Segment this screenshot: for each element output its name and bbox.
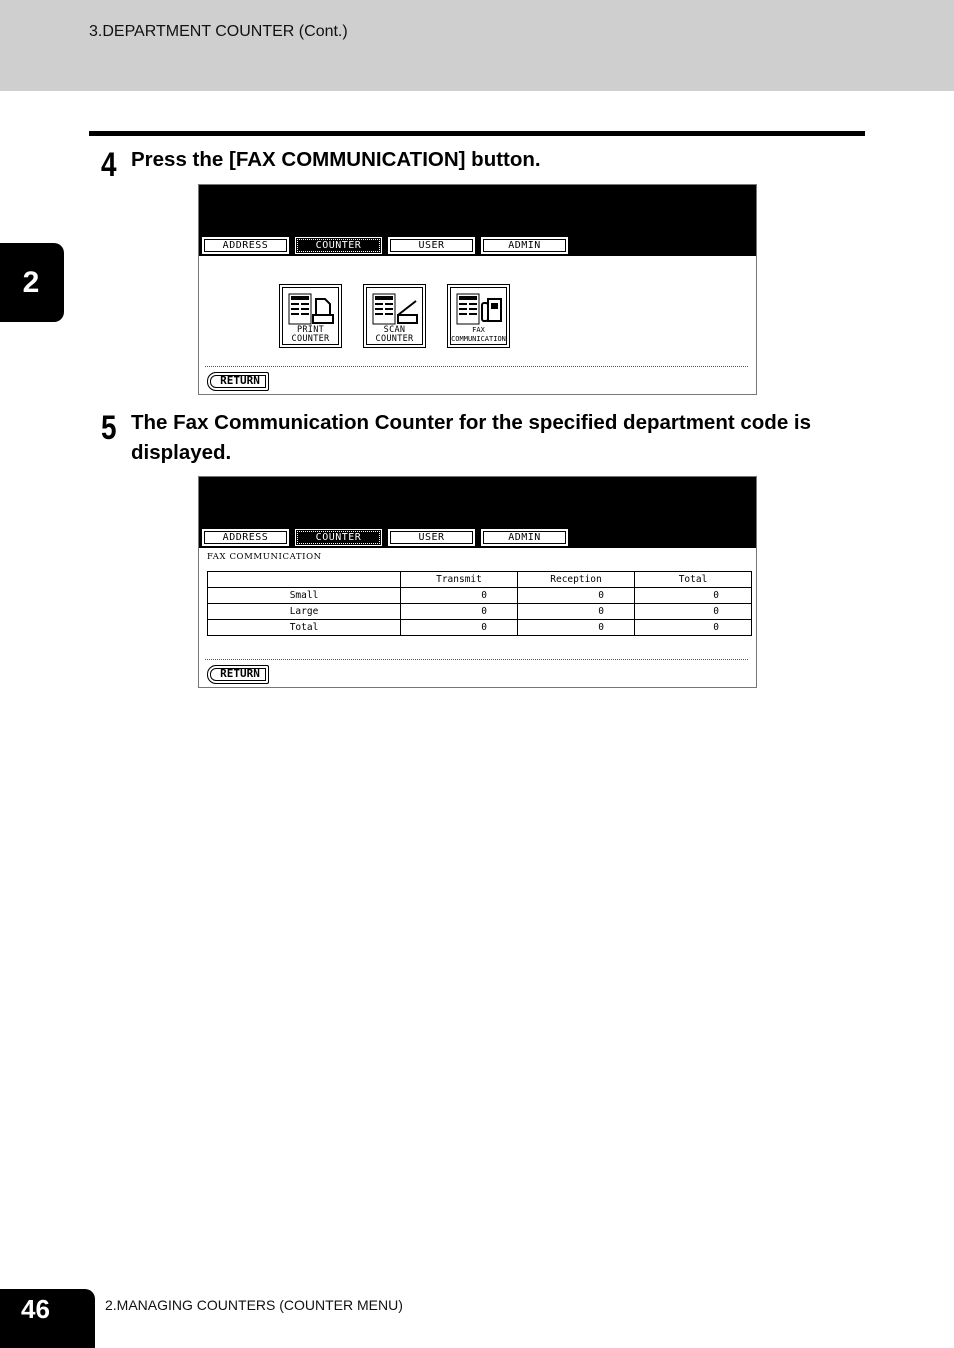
large-transmit-value: 0: [401, 604, 518, 620]
small-reception-value: 0: [518, 588, 635, 604]
row-label-large: Large: [208, 604, 401, 620]
print-counter-label-2: COUNTER: [291, 333, 330, 344]
print-counter-button[interactable]: [279, 284, 342, 348]
fax-counter-screen: [198, 476, 757, 688]
total-reception-value: 0: [518, 620, 635, 636]
table-row: [208, 620, 752, 636]
scan-counter-label-1: SCAN: [383, 325, 406, 335]
footer-section-title: 2.MANAGING COUNTERS (COUNTER MENU): [105, 1297, 403, 1313]
page-number: 46: [0, 1289, 95, 1348]
tab-user[interactable]: USER: [388, 529, 475, 546]
fax-communication-icon: [456, 293, 502, 325]
fax-communication-label-2: COMMUNICATION: [451, 334, 506, 343]
fax-communication-button[interactable]: [447, 284, 510, 348]
screen-tabs: [202, 237, 568, 254]
divider: [205, 659, 748, 660]
tab-address[interactable]: ADDRESS: [202, 529, 289, 546]
return-button[interactable]: RETURN: [207, 665, 269, 684]
row-label-small: Small: [208, 588, 401, 604]
fax-communication-section-label: FAX COMMUNICATION: [207, 552, 322, 562]
tab-admin[interactable]: ADMIN: [481, 529, 568, 546]
fax-counter-table: [207, 571, 752, 636]
table-row: [208, 588, 752, 604]
step-5-text-line-2: displayed.: [131, 441, 232, 464]
section-rule: [89, 131, 865, 136]
small-total-value: 0: [635, 588, 752, 604]
chapter-tab: 2: [0, 243, 64, 322]
step-4-number: 4: [101, 146, 117, 184]
scan-counter-button[interactable]: [363, 284, 426, 348]
large-total-value: 0: [635, 604, 752, 620]
tab-user[interactable]: USER: [388, 237, 475, 254]
step-5-number: 5: [101, 409, 117, 447]
tab-admin[interactable]: ADMIN: [481, 237, 568, 254]
total-total-value: 0: [635, 620, 752, 636]
tab-counter[interactable]: COUNTER: [295, 237, 382, 254]
scan-counter-label-2: COUNTER: [375, 333, 414, 344]
header-band: [0, 0, 954, 91]
row-label-total: Total: [208, 620, 401, 636]
tab-counter[interactable]: COUNTER: [295, 529, 382, 546]
step-4-text: Press the [FAX COMMUNICATION] button.: [131, 148, 541, 171]
large-reception-value: 0: [518, 604, 635, 620]
table-row: [208, 604, 752, 620]
screen-tabs: [202, 529, 568, 546]
divider: [205, 366, 748, 367]
tab-address[interactable]: ADDRESS: [202, 237, 289, 254]
table-header-row: [208, 572, 752, 588]
total-transmit-value: 0: [401, 620, 518, 636]
header-title: 3.DEPARTMENT COUNTER (Cont.): [89, 23, 348, 40]
table-corner-cell: [208, 572, 401, 588]
step-5-text-line-1: The Fax Communication Counter for the specified department code is: [131, 411, 812, 434]
column-header-transmit: Transmit: [401, 572, 518, 588]
print-counter-icon: [288, 293, 334, 325]
small-transmit-value: 0: [401, 588, 518, 604]
print-counter-label-1: PRINT: [296, 325, 325, 335]
fax-communication-label-1: FAX: [472, 326, 485, 334]
column-header-total: Total: [635, 572, 752, 588]
column-header-reception: Reception: [518, 572, 635, 588]
return-button[interactable]: RETURN: [207, 372, 269, 391]
counter-menu-screen: [198, 184, 757, 395]
scan-counter-icon: [372, 293, 418, 325]
